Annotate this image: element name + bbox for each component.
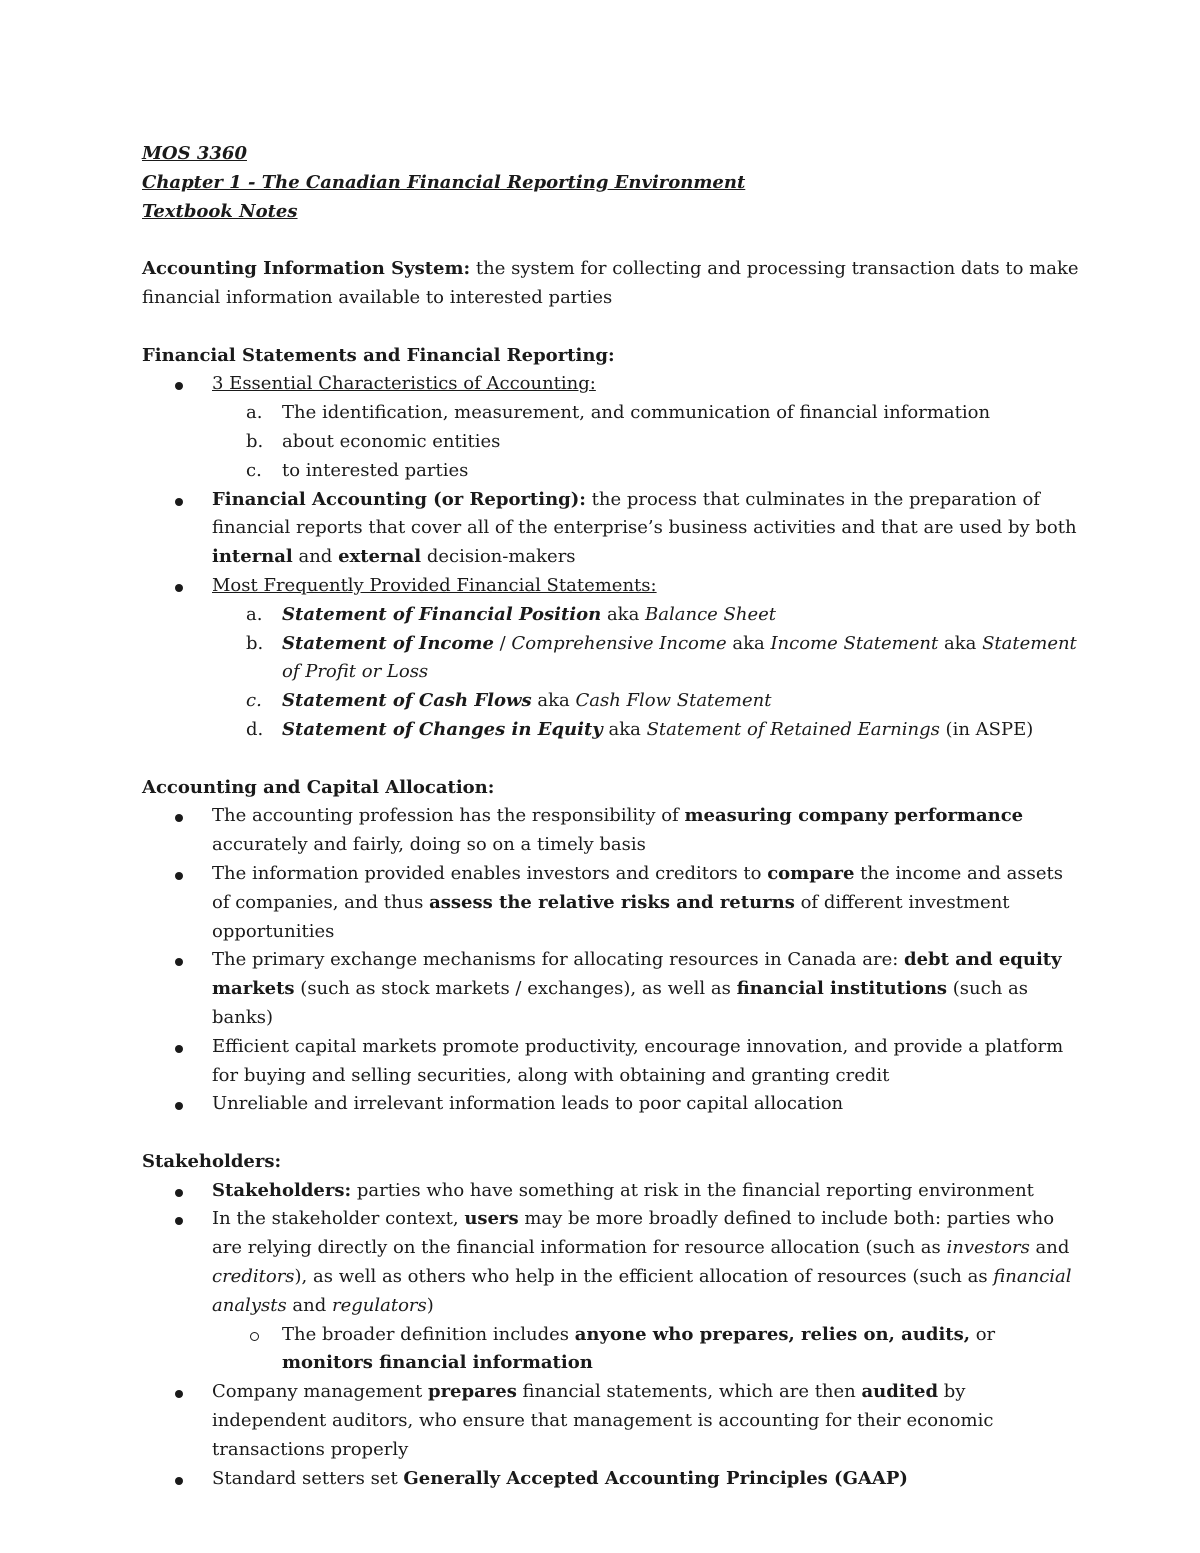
chapter-title: Chapter 1 - The Canadian Financial Reporting Environment: [142, 171, 746, 193]
bullet-icon: [175, 958, 183, 966]
bullet-icon: [175, 1189, 183, 1197]
list-item: a. The identification, measurement, and communication of financial information: [246, 402, 991, 424]
bullet-icon: [175, 498, 183, 506]
section-heading-stakeholders: Stakeholders:: [142, 1150, 282, 1172]
section-heading-capital-allocation: Accounting and Capital Allocation:: [142, 776, 495, 798]
bullet-icon: [175, 1102, 183, 1110]
bullet-icon: [175, 872, 183, 880]
list-item: Most Frequently Provided Financial Statements:: [142, 572, 1082, 601]
list-item: The information provided enables investors and creditors to compare the income and assets of companies, and thus assess the relative risks and returns of different investment opportunities: [142, 860, 1082, 946]
bullet-icon: [175, 1217, 183, 1225]
bullet-icon: [175, 1477, 183, 1485]
ais-definition: [142, 255, 1082, 313]
list-item: Financial Accounting (or Reporting): the process that culminates in the preparation of financial reports that cover all of the enterprise’s business activities and that are used by both internal and external decision-makers: [142, 486, 1082, 572]
bullet-icon: [175, 1390, 183, 1398]
bullet-icon: [175, 382, 183, 390]
list-item: Company management prepares financial statements, which are then audited by independent auditors, who ensure that management is accounting for their economic transactions properly: [142, 1378, 1082, 1464]
capital-allocation-list: [142, 802, 1082, 1119]
course-code: MOS 3360: [142, 143, 247, 164]
list-item: The primary exchange mechanisms for allocating resources in Canada are: debt and equity markets (such as stock markets / exchanges), as well as financial institutions (such as banks): [142, 946, 1082, 1032]
list-item: b. Statement of Income / Comprehensive Income aka Income Statement aka Statement of Profit or Loss: [246, 632, 1077, 683]
notes-subtitle: Textbook Notes: [142, 200, 298, 222]
list-item: 3 Essential Characteristics of Accounting:: [142, 370, 1082, 399]
list-item: c. Statement of Cash Flows aka Cash Flow Statement: [246, 690, 772, 712]
ais-text: the system for collecting and processing transaction dats to make financial information available to interested parties: [142, 258, 1079, 308]
document-page: [142, 140, 1082, 1493]
list-item: Stakeholders: parties who have something at risk in the financial reporting environment: [142, 1177, 1082, 1206]
list-item: The broader definition includes anyone who prepares, relies on, audits, or monitors financial information: [142, 1321, 1082, 1379]
financial-statements-list: [142, 370, 1082, 744]
bullet-icon: [175, 814, 183, 822]
list-item: a. Statement of Financial Position aka Balance Sheet: [246, 603, 777, 625]
bullet-icon: [175, 584, 183, 592]
list-item: d. Statement of Changes in Equity aka Statement of Retained Earnings (in ASPE): [246, 718, 1034, 740]
list-item: Unreliable and irrelevant information leads to poor capital allocation: [142, 1090, 1082, 1119]
list-item: Standard setters set Generally Accepted Accounting Principles (GAAP): [142, 1465, 1082, 1494]
bullet-icon: [175, 1045, 183, 1053]
list-item: In the stakeholder context, users may be more broadly defined to include both: parties who are relying directly on the financial information for resource allocation (such as investors and creditors), as well as others who help in the efficient allocation of resources (such as financial analysts and regulators): [142, 1205, 1082, 1320]
hollow-bullet-icon: [250, 1332, 259, 1341]
list-item: b. about economic entities: [246, 430, 501, 452]
list-item: Efficient capital markets promote productivity, encourage innovation, and provide a platform for buying and selling securities, along with obtaining and granting credit: [142, 1033, 1082, 1091]
ais-term: Accounting Information System:: [142, 258, 471, 280]
stakeholders-list: [142, 1177, 1082, 1494]
list-item: The accounting profession has the responsibility of measuring company performance accurately and fairly, doing so on a timely basis: [142, 802, 1082, 860]
list-item: c. to interested parties: [246, 459, 469, 481]
section-heading-financial-statements: Financial Statements and Financial Reporting:: [142, 344, 615, 366]
